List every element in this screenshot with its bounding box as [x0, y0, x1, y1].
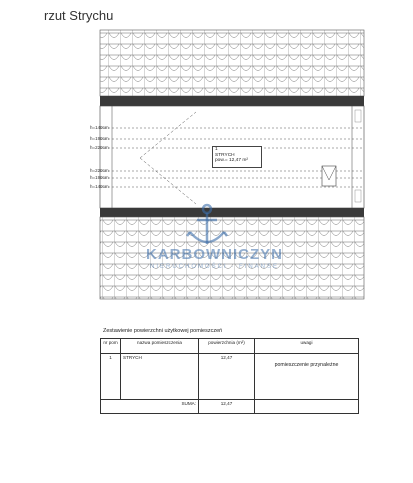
roof-tiles-top — [100, 30, 364, 96]
height-label: h=220cm — [90, 168, 109, 173]
height-label: h=220cm — [90, 145, 109, 150]
wall-bottom — [100, 208, 364, 217]
sum-label: SUMA: — [121, 400, 199, 414]
logo-subtitle: NIERUCHOMOŚCI · FINANSE — [150, 264, 280, 270]
header-area: powierzchnia (m²) — [199, 339, 255, 354]
header-nr: nr pom — [101, 339, 121, 354]
rooms-table — [100, 338, 359, 414]
cell-name: STRYCH — [121, 353, 199, 399]
room-name: STRYCH — [215, 152, 235, 158]
cell-nr: 1 — [101, 353, 121, 399]
height-label: h=140cm — [90, 184, 109, 189]
cell-note: pomieszczenie przynależne — [255, 353, 359, 399]
page-title: rzut Strychu — [44, 8, 114, 23]
table-header-row — [101, 339, 359, 354]
cell-area: 12,47 — [199, 353, 255, 399]
room-label — [212, 146, 262, 168]
header-notes: uwagi — [255, 339, 359, 354]
table-sum-row — [101, 400, 359, 414]
height-label: h=190cm — [90, 175, 109, 180]
height-label: h=140cm — [90, 125, 109, 130]
wall-top — [100, 96, 364, 106]
height-label: h=190cm — [90, 136, 109, 141]
logo-name: KARBOWNICZYN — [146, 246, 283, 263]
header-name: nazwa pomieszczenia — [121, 339, 199, 354]
room-number: 1 — [215, 147, 218, 152]
sum-value: 12,47 — [199, 400, 255, 414]
skylight — [322, 166, 336, 186]
table-row — [101, 353, 359, 399]
table-title: Zestawienie powierzchni użytkowej pomieszczeń — [103, 328, 223, 334]
room-area: pow.= 12,47 m² — [215, 158, 248, 164]
